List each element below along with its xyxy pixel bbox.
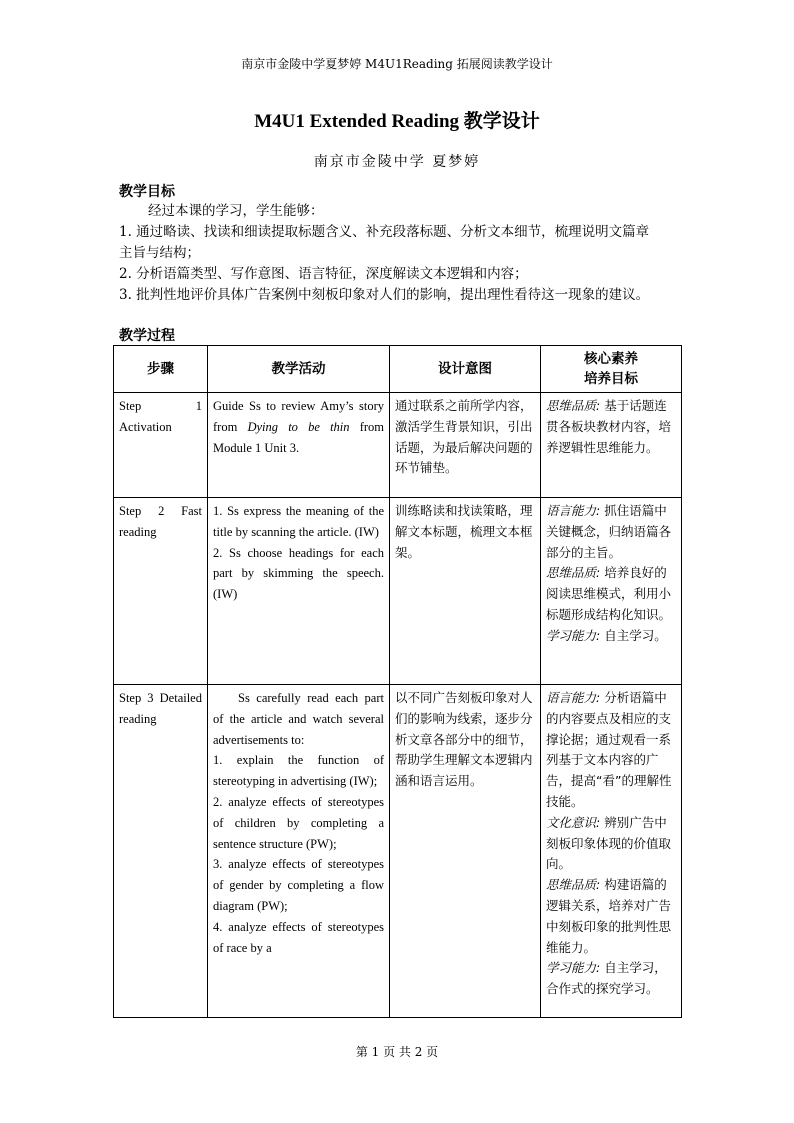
core-item [546,688,676,813]
core-item [546,396,676,458]
activity-text: from Module 1 Unit 3. [213,419,384,455]
header-intent: 设计意图 [390,346,541,393]
core-item [546,626,676,647]
core-text: 自主学习，合作式的探究学习。 [546,960,667,997]
core-text: 分析语篇中的内容要点及相应的支撑论据；通过观看一系列基于文本内容的广告，提高“看”的理解性技能。 [546,690,672,809]
core-text: 自主学习。 [604,627,667,643]
core-label: 语言能力: [546,690,601,705]
objective-3: 3. 批判性地评价具体广告案例中刻板印象对人们的影响，提出理性看待这一现象的建议。 [119,287,650,303]
activity-cell [208,685,390,1018]
core-item [546,563,676,625]
core-label: 思维品质: [546,398,601,413]
activity-title: Dying to be thin [247,419,350,434]
step-cell: Step 2 Fast reading [114,498,208,685]
header-activity: 教学活动 [208,346,390,393]
core-cell [541,393,682,498]
core-label: 思维品质: [546,565,601,581]
core-item [546,813,676,875]
core-item [546,958,676,1000]
table-row [114,685,682,1018]
activity-item: 1. explain the function of stereotyping in advertising (IW); [213,753,384,789]
objectives-heading: 教学目标 [119,184,175,200]
activity-intro: Ss carefully read each part of the article and watch several advertisements to: [213,691,384,747]
core-item [546,501,676,563]
header-core [541,346,682,393]
activity-cell [208,498,390,685]
table-row [114,498,682,685]
objective-1a: 1. 通过略读、找读和细读提取标题含义、补充段落标题、分析文本细节，梳理说明文篇章 [119,224,650,240]
core-text: 辨别广告中刻板印象体现的价值取向。 [546,814,672,872]
core-text: 基于话题连贯各板块教材内容，培养逻辑性思维能力。 [546,398,672,455]
page-footer: 第 1 页 共 2 页 [355,1045,439,1059]
header-core-line2: 培养目标 [584,371,638,387]
core-label: 思维品质: [546,877,601,893]
activity-item: 3. analyze effects of stereotypes of gender by completing a flow diagram (PW); [213,857,384,913]
document-title: M4U1 Extended Reading 教学设计 [254,111,540,132]
intent-cell: 通过联系之前所学内容，激活学生背景知识，引出话题，为最后解决问题的环节铺垫。 [390,393,541,498]
activity-cell [208,393,390,498]
objective-1b: 主旨与结构； [119,245,200,261]
activity-item: 2. analyze effects of stereotypes of children by completing a sentence structure (PW); [213,794,384,851]
core-cell [541,498,682,685]
process-heading: 教学过程 [119,328,175,344]
core-text: 构建语篇的逻辑关系，培养对广告中刻板印象的批判性思维能力。 [546,877,672,955]
author-line: 南京市金陵中学 夏梦婷 [313,154,481,170]
activity-item: 1. Ss express the meaning of the title by scanning the article. (IW) [213,504,384,539]
objective-2: 2. 分析语篇类型、写作意图、语言特征，深度解读文本逻辑和内容； [119,266,528,282]
intent-cell: 训练略读和找读策略，理解文本标题，梳理文本框架。 [390,498,541,685]
activity-item: 2. Ss choose headings for each part by skimming the speech. (IW) [213,545,384,602]
core-label: 语言能力: [546,503,601,518]
step-cell: Step 3 Detailed reading [114,685,208,1018]
activity-item: 4. analyze effects of stereotypes of race by a [213,919,384,955]
intent-cell: 以不同广告刻板印象对人们的影响为线索，逐步分析文章各部分中的细节，帮助学生理解文本逻辑内涵和语言运用。 [390,685,541,1018]
core-text: 培养良好的阅读思维模式，利用小标题形成结构化知识。 [546,565,672,622]
core-item [546,875,676,958]
page-header: 南京市金陵中学夏梦婷 M4U1Reading 拓展阅读教学设计 [241,57,553,71]
core-text: 抓住语篇中关键概念，归纳语篇各部分的主旨。 [546,503,672,560]
core-label: 学习能力: [546,960,601,976]
objectives-intro: 经过本课的学习，学生能够： [148,203,324,219]
table-row [114,393,682,498]
step-cell: Step 1 Activation [114,393,208,498]
core-label: 学习能力: [546,627,601,643]
header-step: 步骤 [114,346,208,393]
lesson-table [113,345,682,1018]
core-cell [541,685,682,1018]
activity-text: Guide Ss to review Amy’s story from [213,399,384,434]
header-core-line1: 核心素养 [584,351,638,367]
core-label: 文化意识: [546,814,601,830]
